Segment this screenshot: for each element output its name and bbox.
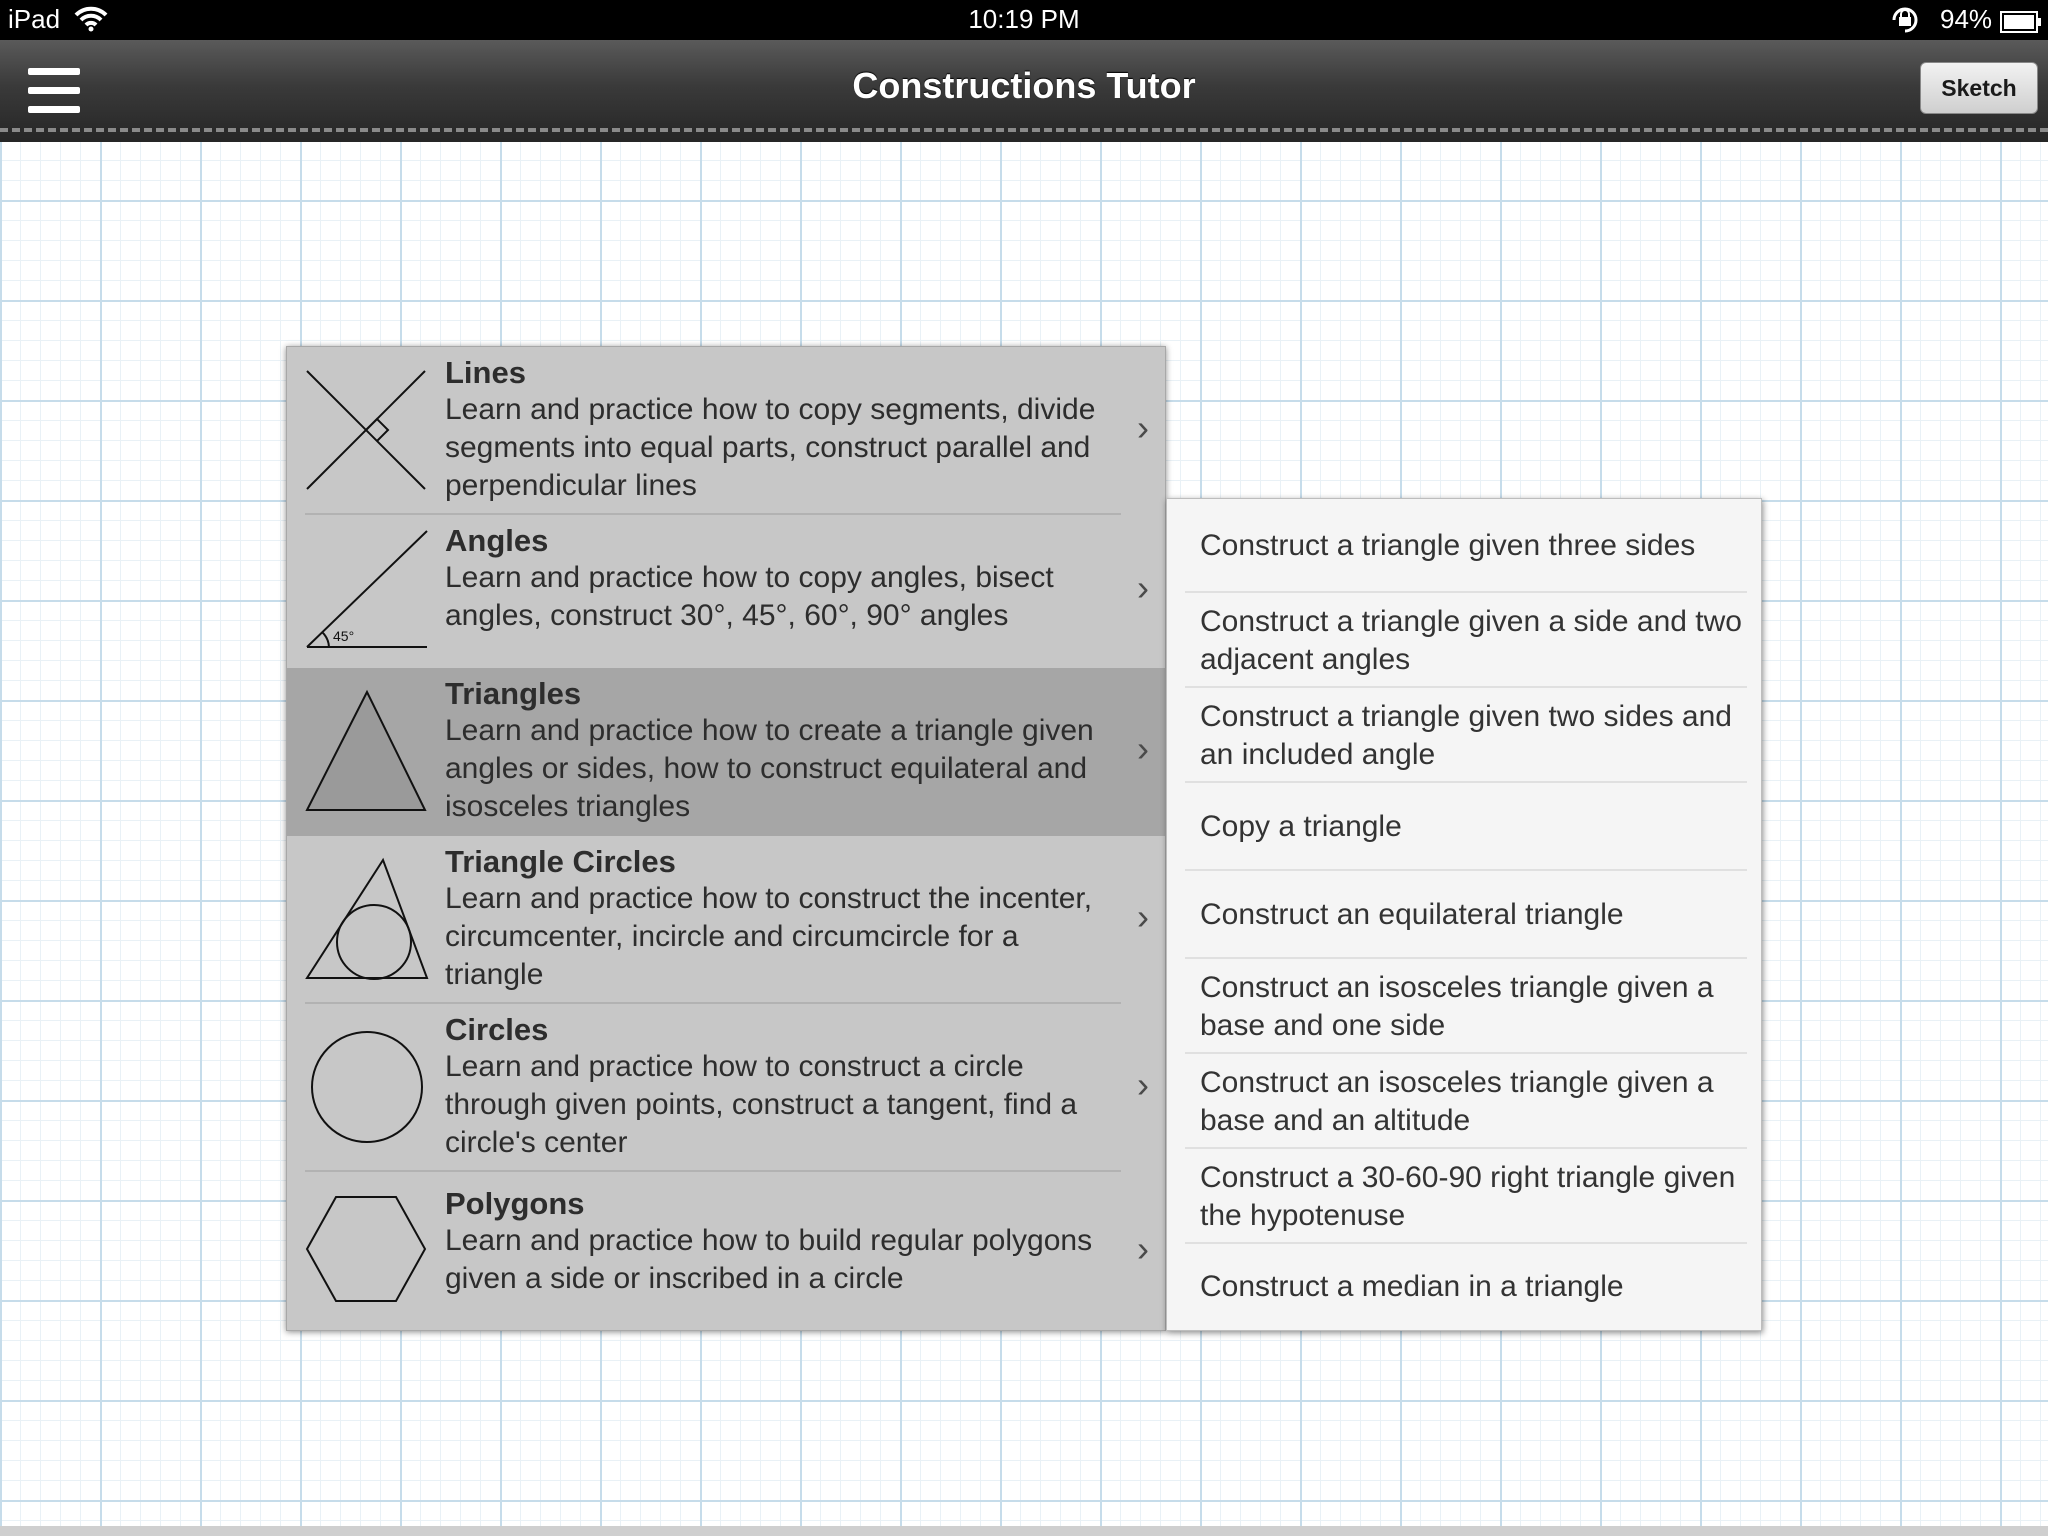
triangle-constructions-menu	[1166, 498, 1762, 1331]
list-item[interactable]	[1167, 499, 1747, 593]
crossing-lines-icon	[303, 367, 429, 497]
category-title: Triangle Circles	[445, 844, 676, 879]
chevron-right-icon: ›	[1137, 567, 1149, 608]
category-title: Polygons	[445, 1186, 585, 1221]
list-item[interactable]	[1167, 593, 1747, 688]
category-circles[interactable]	[287, 1004, 1165, 1172]
category-title: Triangles	[445, 676, 582, 711]
list-item[interactable]	[1167, 1149, 1747, 1244]
category-polygons[interactable]	[287, 1172, 1165, 1330]
category-description: Learn and practice how to create a triangle given angles or sides, how to construct equilateral and isosceles triangles	[445, 714, 1094, 823]
construction-label: Construct a triangle given three sides	[1200, 529, 1696, 562]
list-item[interactable]	[1167, 959, 1747, 1054]
construction-label: Construct a 30-60-90 right triangle given the hypotenuse	[1200, 1160, 1736, 1232]
page-title: Constructions Tutor	[852, 65, 1196, 106]
chevron-right-icon: ›	[1137, 1064, 1149, 1105]
status-bar	[0, 0, 2048, 40]
category-description: Learn and practice how to construct the incenter, circumcenter, incircle and circumcircle for a triangle	[445, 882, 1093, 991]
list-item[interactable]	[1167, 1244, 1747, 1330]
nav-stitch-divider	[0, 128, 2048, 132]
category-description: Learn and practice how to construct a circle through given points, construct a tangent, find a circle's center	[445, 1050, 1078, 1159]
construction-label: Construct a triangle given a side and two adjacent angles	[1200, 604, 1742, 676]
category-lines[interactable]	[287, 347, 1165, 515]
list-item[interactable]	[1167, 688, 1747, 783]
device-name: iPad	[8, 4, 61, 34]
rotation-lock-icon	[1888, 4, 1922, 43]
battery-icon	[2000, 9, 2042, 40]
category-title: Angles	[445, 523, 549, 558]
triangle-icon	[303, 688, 429, 818]
chevron-right-icon: ›	[1137, 1228, 1149, 1269]
construction-label: Copy a triangle	[1200, 810, 1402, 843]
hexagon-icon	[303, 1186, 429, 1316]
construction-label: Construct an isosceles triangle given a base and one side	[1200, 970, 1714, 1042]
battery-percent: 94%	[1940, 4, 1993, 34]
construction-label: Construct an isosceles triangle given a base and an altitude	[1200, 1065, 1714, 1137]
chevron-right-icon: ›	[1137, 407, 1149, 448]
chevron-right-icon: ›	[1137, 728, 1149, 769]
category-angles[interactable]	[287, 515, 1165, 668]
category-title: Circles	[445, 1012, 549, 1047]
category-triangles[interactable]	[287, 668, 1165, 836]
category-triangle-circles[interactable]	[287, 836, 1165, 1004]
construction-label: Construct a triangle given two sides and an included angle	[1200, 699, 1732, 771]
category-description: Learn and practice how to build regular polygons given a side or inscribed in a circle	[445, 1224, 1093, 1295]
sketch-button[interactable]: Sketch	[1920, 62, 2038, 114]
category-description: Learn and practice how to copy segments, divide segments into equal parts, construct parallel and perpendicular lines	[445, 393, 1096, 502]
circle-icon	[303, 1024, 429, 1154]
nav-bar	[0, 40, 2048, 142]
bottom-edge	[0, 1526, 2048, 1536]
status-time: 10:19 PM	[968, 4, 1080, 34]
list-item[interactable]	[1167, 783, 1747, 871]
angle-icon-label: 45°	[333, 628, 355, 644]
category-title: Lines	[445, 355, 526, 390]
construction-label: Construct an equilateral triangle	[1200, 898, 1624, 931]
angle-45-icon	[303, 527, 429, 657]
category-description: Learn and practice how to copy angles, bisect angles, construct 30°, 45°, 60°, 90° angles	[445, 561, 1054, 632]
list-item[interactable]	[1167, 871, 1747, 959]
list-item[interactable]	[1167, 1054, 1747, 1149]
category-menu	[286, 346, 1166, 1331]
construction-label: Construct a median in a triangle	[1200, 1270, 1624, 1303]
chevron-right-icon: ›	[1137, 896, 1149, 937]
triangle-incircle-icon	[303, 856, 429, 986]
